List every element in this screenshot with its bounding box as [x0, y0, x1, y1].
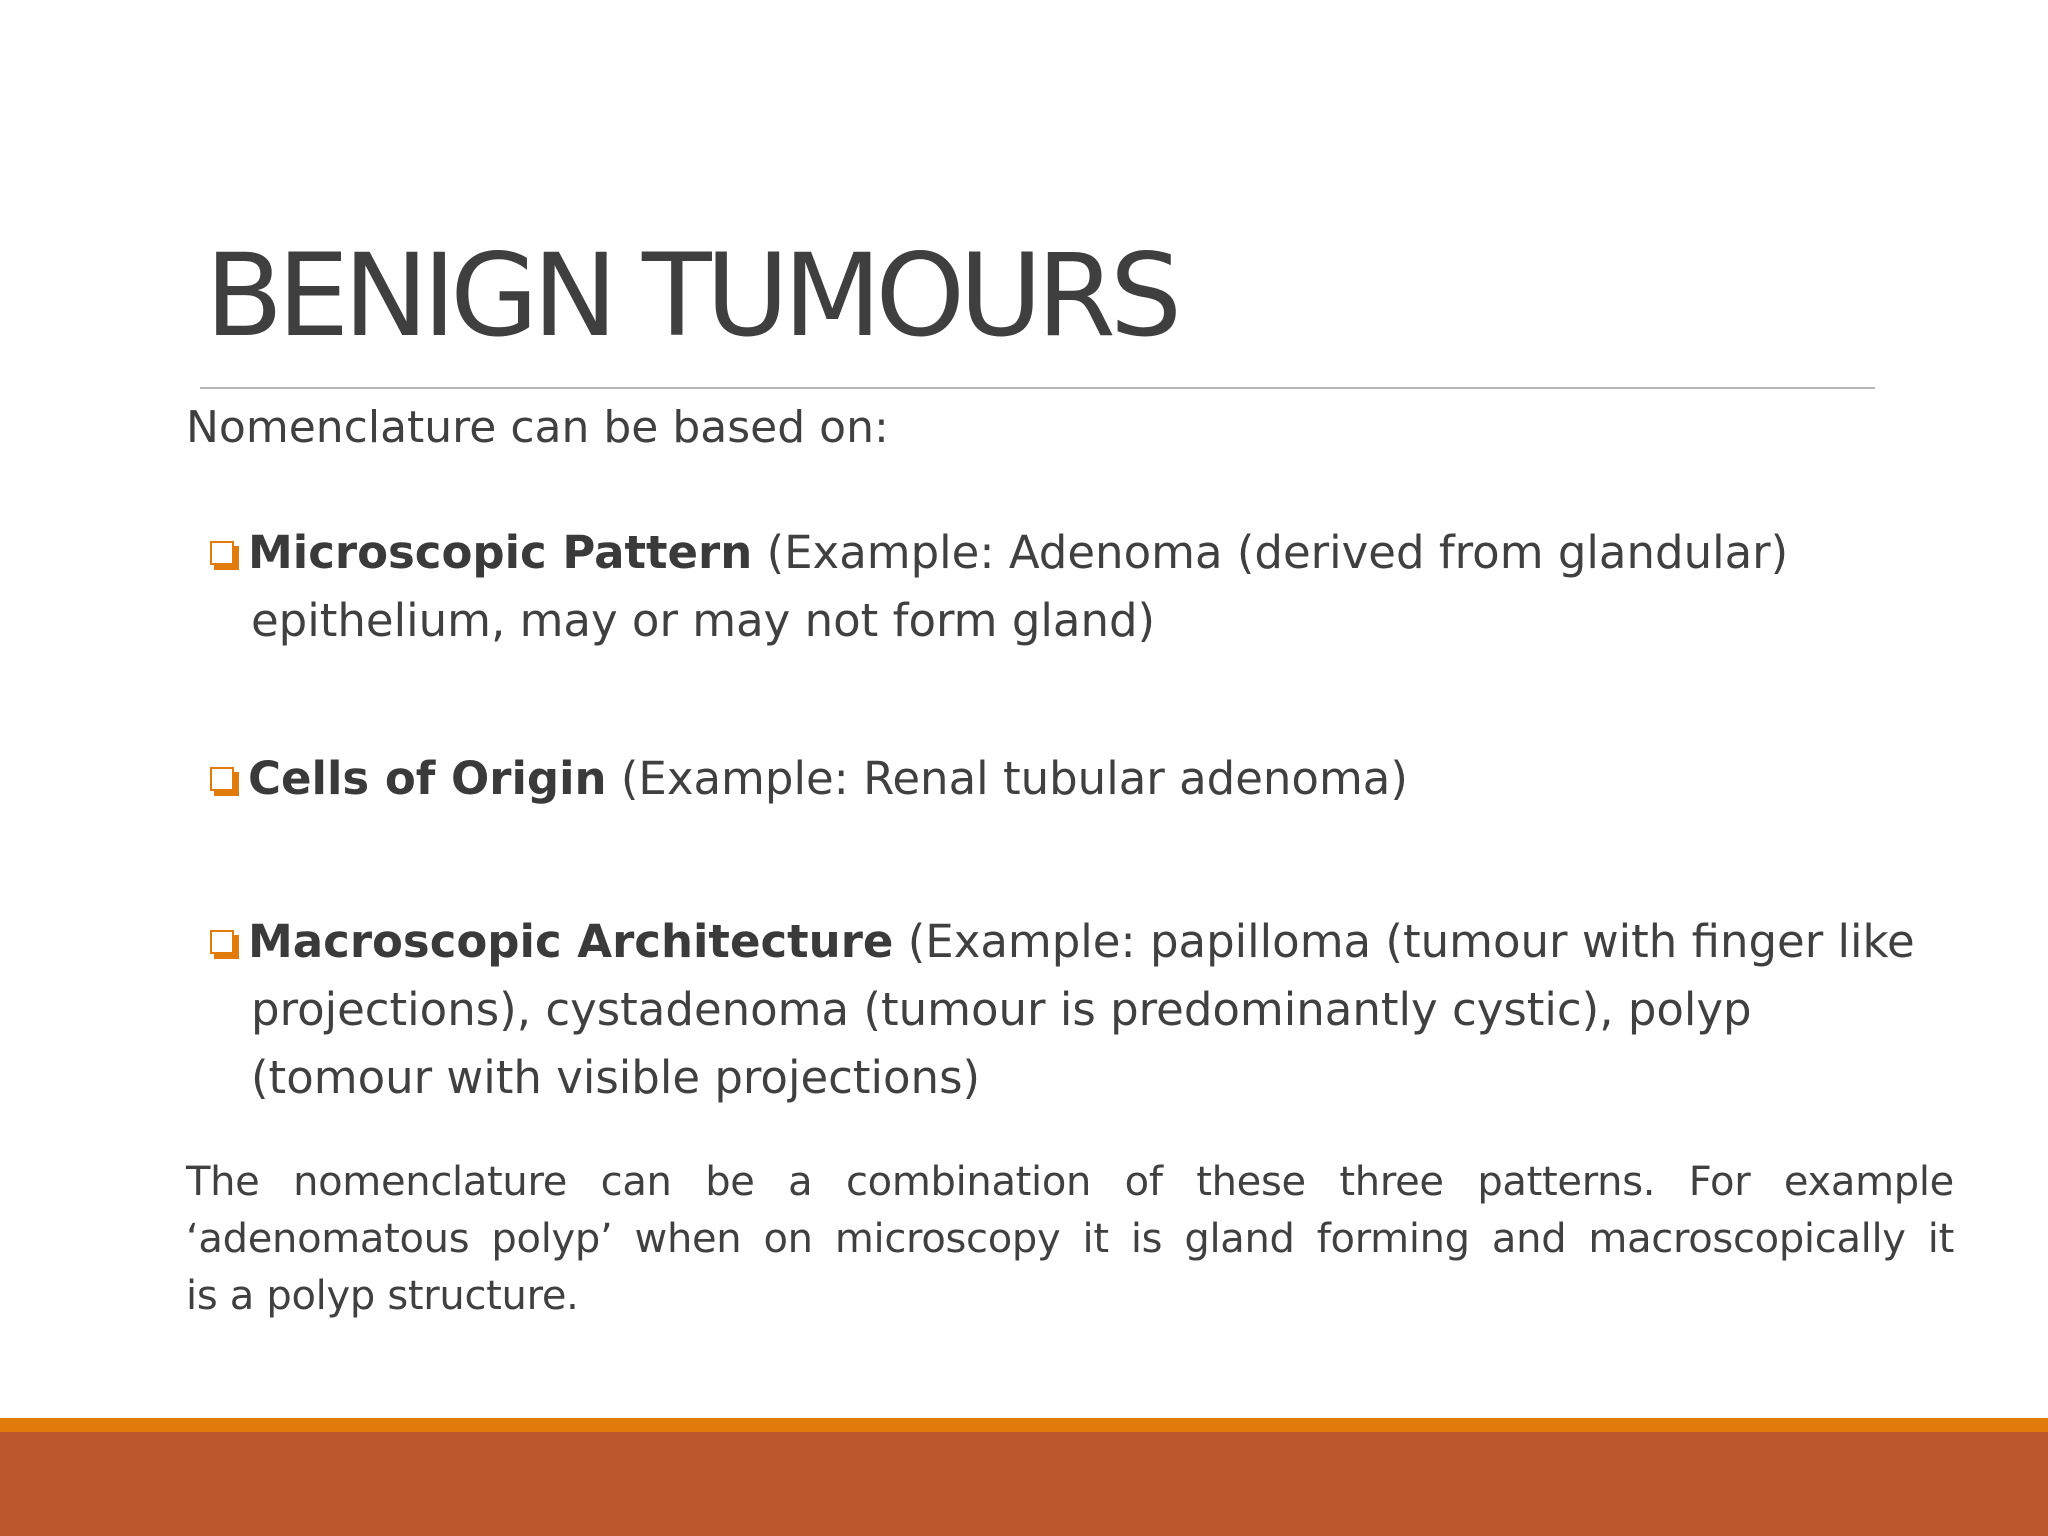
intro-text: Nomenclature can be based on: — [186, 402, 889, 453]
bullet-heading: Microscopic Pattern — [248, 526, 753, 579]
title-divider — [200, 387, 1875, 389]
summary-line: ‘adenomatous polyp’ when on microscopy it is gland forming and macroscopically it — [186, 1216, 1954, 1262]
bullet-cells-of-origin — [210, 745, 1910, 813]
bullet-line — [210, 908, 1915, 976]
bullet-text: (Example: Renal tubular adenoma) — [606, 752, 1408, 805]
bullet-macroscopic-architecture — [210, 908, 1915, 1112]
bullet-line — [210, 519, 1910, 587]
bullet-heading: Cells of Origin — [248, 752, 607, 805]
footer-accent-stripe — [0, 1418, 2048, 1432]
slide-title: BENIGN TUMOURS — [205, 229, 1177, 362]
bullet-line — [210, 745, 1910, 813]
summary-line: is a polyp structure. — [186, 1273, 579, 1319]
bullet-microscopic-pattern — [210, 519, 1910, 655]
footer-band — [0, 1432, 2048, 1536]
bullet-text: (Example: papilloma (tumour with finger like — [893, 915, 1915, 968]
bullet-continuation: (tomour with visible projections) — [251, 1051, 981, 1104]
summary-paragraph — [186, 1154, 1954, 1325]
checkbox-icon — [210, 541, 239, 570]
summary-line: The nomenclature can be a combination of these three patterns. For example — [186, 1159, 1954, 1205]
bullet-continuation: epithelium, may or may not form gland) — [251, 594, 1156, 647]
bullet-continuation: projections), cystadenoma (tumour is predominantly cystic), polyp — [251, 983, 1752, 1036]
bullet-text: (Example: Adenoma (derived from glandular) — [752, 526, 1789, 579]
bullet-heading: Macroscopic Architecture — [248, 915, 894, 968]
checkbox-icon — [210, 767, 239, 796]
checkbox-icon — [210, 930, 239, 959]
